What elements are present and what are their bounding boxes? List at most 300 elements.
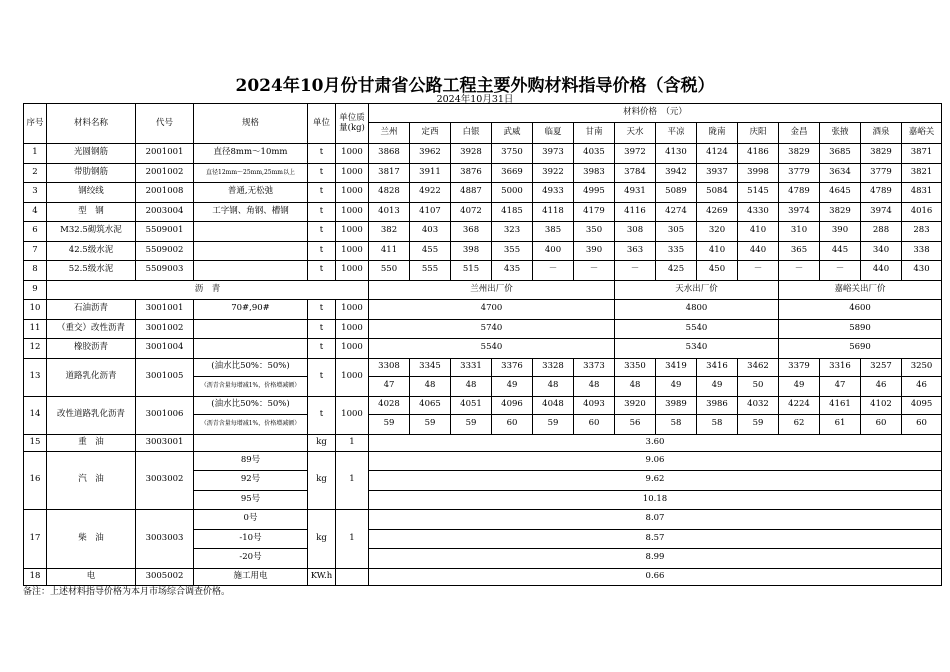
cell-price: 355 [492, 241, 533, 261]
table-row [24, 163, 942, 183]
cell-delta: 59 [369, 414, 410, 434]
header-city: 酒泉 [861, 123, 902, 144]
cell-spec: -10号 [194, 529, 308, 549]
table-row [24, 434, 942, 451]
cell-delta: 60 [861, 414, 902, 434]
table-row [24, 222, 942, 242]
cell-price: 455 [410, 241, 451, 261]
report-date: 2024年10月31日 [436, 94, 514, 105]
cell-mass: 1000 [336, 144, 369, 164]
cell-price: 305 [656, 222, 697, 242]
cell-name: 42.5级水泥 [47, 241, 136, 261]
cell-unit: t [308, 144, 336, 164]
cell-mass: 1000 [336, 300, 369, 320]
cell-price: 3986 [697, 396, 738, 414]
cell-name: 52.5级水泥 [47, 261, 136, 281]
header-price: 材料价格 （元） [369, 104, 942, 123]
cell-delta: 48 [410, 376, 451, 396]
cell-price: 0.66 [369, 568, 942, 585]
cell-price: 4179 [574, 202, 615, 222]
cell-price: － [738, 261, 779, 281]
cell-seq: 7 [24, 241, 47, 261]
cell-price: 5890 [779, 319, 942, 339]
table-row [24, 241, 942, 261]
cell-mass: 1000 [336, 202, 369, 222]
table-row [24, 280, 942, 300]
cell-spec: 70#,90# [194, 300, 308, 320]
cell-unit: kg [308, 451, 336, 510]
cell-price: 3379 [779, 358, 820, 376]
header-seq: 序号 [24, 104, 47, 144]
cell-price: 4102 [861, 396, 902, 414]
cell-code: 3003001 [136, 434, 194, 451]
cell-spec: 92号 [194, 471, 308, 491]
cell-code: 3001006 [136, 396, 194, 434]
cell-spec [194, 222, 308, 242]
header-city: 庆阳 [738, 123, 779, 144]
cell-price: 4789 [779, 183, 820, 203]
cell-price: 368 [451, 222, 492, 242]
cell-unit: t [308, 358, 336, 396]
cell-price: 3669 [492, 163, 533, 183]
cell-price: 3350 [615, 358, 656, 376]
cell-delta: 48 [615, 376, 656, 396]
cell-code: 3005002 [136, 568, 194, 585]
cell-price: 3328 [533, 358, 574, 376]
cell-price: 3634 [820, 163, 861, 183]
cell-delta: 49 [779, 376, 820, 396]
cell-spec [194, 434, 308, 451]
cell-spec: 95号 [194, 490, 308, 510]
cell-delta: 48 [533, 376, 574, 396]
cell-unit: t [308, 319, 336, 339]
cell-mass: 1000 [336, 319, 369, 339]
cell-mass: 1000 [336, 163, 369, 183]
cell-price: 338 [902, 241, 942, 261]
footnote: 备注：上述材料指导价格为本月市场综合调查价格。 [23, 587, 231, 597]
cell-price: 4269 [697, 202, 738, 222]
cell-mass: 1000 [336, 241, 369, 261]
cell-price: 8.99 [369, 549, 942, 569]
cell-seq: 18 [24, 568, 47, 585]
cell-unit: t [308, 396, 336, 434]
cell-price: 3983 [574, 163, 615, 183]
cell-price: 4032 [738, 396, 779, 414]
table-row [24, 319, 942, 339]
cell-price: 5540 [369, 339, 615, 359]
header-city: 武威 [492, 123, 533, 144]
cell-price: 3250 [902, 358, 942, 376]
cell-price: 4800 [615, 300, 779, 320]
header-city: 白银 [451, 123, 492, 144]
cell-delta: 60 [492, 414, 533, 434]
cell-price: 382 [369, 222, 410, 242]
cell-price: 4995 [574, 183, 615, 203]
cell-price: 3784 [615, 163, 656, 183]
cell-delta: 61 [820, 414, 861, 434]
cell-price: 3331 [451, 358, 492, 376]
cell-price: 288 [861, 222, 902, 242]
cell-price: 8.57 [369, 529, 942, 549]
cell-name: M32.5砌筑水泥 [47, 222, 136, 242]
cell-price: 323 [492, 222, 533, 242]
cell-price: 4013 [369, 202, 410, 222]
cell-name: （重交）改性沥青 [47, 319, 136, 339]
cell-spec-note: （沥青含量每增减1%，价格增减额） [194, 376, 308, 396]
cell-price: 3779 [779, 163, 820, 183]
table-row [24, 261, 942, 281]
cell-price: 4130 [656, 144, 697, 164]
page-title: 2024年10月份甘肃省公路工程主要外购材料指导价格（含税） [235, 76, 715, 96]
header-city: 临夏 [533, 123, 574, 144]
cell-price: 4072 [451, 202, 492, 222]
cell-seq: 4 [24, 202, 47, 222]
cell-price: 5540 [615, 319, 779, 339]
table-row [24, 339, 942, 359]
cell-mass: 1000 [336, 261, 369, 281]
cell-seq: 3 [24, 183, 47, 203]
cell-unit: t [308, 183, 336, 203]
cell-price: 4095 [902, 396, 942, 414]
table-row [24, 451, 942, 471]
header-mass: 单位质量(kg) [336, 104, 369, 144]
cell-price: 4116 [615, 202, 656, 222]
cell-price: 5089 [656, 183, 697, 203]
header-city: 甘南 [574, 123, 615, 144]
cell-delta: 46 [861, 376, 902, 396]
cell-price: 365 [779, 241, 820, 261]
cell-price: 3416 [697, 358, 738, 376]
cell-price: 4185 [492, 202, 533, 222]
cell-price: 3462 [738, 358, 779, 376]
cell-unit: t [308, 222, 336, 242]
cell-delta: 60 [902, 414, 942, 434]
cell-price: 4065 [410, 396, 451, 414]
cell-price: 3829 [861, 144, 902, 164]
table-row [24, 300, 942, 320]
cell-price: 4124 [697, 144, 738, 164]
cell-price: 3685 [820, 144, 861, 164]
cell-delta: 58 [697, 414, 738, 434]
cell-price: 3817 [369, 163, 410, 183]
cell-price: 3316 [820, 358, 861, 376]
cell-price: 3973 [533, 144, 574, 164]
cell-price: 390 [820, 222, 861, 242]
asphalt-label: 沥 青 [47, 280, 369, 300]
cell-spec [194, 261, 308, 281]
cell-code: 2001001 [136, 144, 194, 164]
cell-price: 515 [451, 261, 492, 281]
cell-price: 3920 [615, 396, 656, 414]
cell-price: 410 [697, 241, 738, 261]
cell-spec: (油水比50%：50%) [194, 358, 308, 376]
cell-price: 403 [410, 222, 451, 242]
cell-price: 10.18 [369, 490, 942, 510]
cell-code: 2001008 [136, 183, 194, 203]
cell-unit: kg [308, 434, 336, 451]
cell-mass: 1 [336, 451, 369, 510]
cell-delta: 48 [451, 376, 492, 396]
cell-mass: 1000 [336, 396, 369, 434]
table-row [24, 358, 942, 376]
cell-seq: 17 [24, 510, 47, 569]
table-row [24, 568, 942, 585]
cell-price: 385 [533, 222, 574, 242]
cell-price: 4051 [451, 396, 492, 414]
cell-price: 3821 [902, 163, 942, 183]
cell-unit: t [308, 241, 336, 261]
cell-spec-note: （沥青含量每增减1%，价格增减额） [194, 414, 308, 434]
cell-delta: 60 [574, 414, 615, 434]
cell-price: 440 [738, 241, 779, 261]
header-city: 兰州 [369, 123, 410, 144]
cell-price: 5690 [779, 339, 942, 359]
asphalt-group: 嘉峪关出厂价 [779, 280, 942, 300]
cell-price: 440 [861, 261, 902, 281]
cell-spec: 直径8mm～10mm [194, 144, 308, 164]
cell-delta: 50 [738, 376, 779, 396]
cell-price: 3911 [410, 163, 451, 183]
cell-seq: 16 [24, 451, 47, 510]
header-code: 代号 [136, 104, 194, 144]
cell-price: 398 [451, 241, 492, 261]
cell-delta: 49 [697, 376, 738, 396]
cell-price: 4186 [738, 144, 779, 164]
cell-mass [336, 568, 369, 585]
cell-price: 4096 [492, 396, 533, 414]
cell-seq: 6 [24, 222, 47, 242]
cell-name: 型 钢 [47, 202, 136, 222]
cell-seq: 12 [24, 339, 47, 359]
cell-delta: 47 [369, 376, 410, 396]
header-city: 定西 [410, 123, 451, 144]
cell-price: － [779, 261, 820, 281]
header-city: 嘉峪关 [902, 123, 942, 144]
cell-spec: 89号 [194, 451, 308, 471]
cell-price: 3750 [492, 144, 533, 164]
cell-price: － [574, 261, 615, 281]
cell-name: 重 油 [47, 434, 136, 451]
cell-name: 汽 油 [47, 451, 136, 510]
cell-price: 3974 [779, 202, 820, 222]
cell-name: 道路乳化沥青 [47, 358, 136, 396]
cell-price: 435 [492, 261, 533, 281]
header-city: 张掖 [820, 123, 861, 144]
cell-delta: 59 [410, 414, 451, 434]
cell-price: 5145 [738, 183, 779, 203]
cell-price: 445 [820, 241, 861, 261]
cell-name: 橡胶沥青 [47, 339, 136, 359]
cell-name: 电 [47, 568, 136, 585]
cell-code: 3001004 [136, 339, 194, 359]
asphalt-group: 天水出厂价 [615, 280, 779, 300]
cell-seq: 15 [24, 434, 47, 451]
cell-price: 400 [533, 241, 574, 261]
cell-name: 改性道路乳化沥青 [47, 396, 136, 434]
cell-spec: 直径12mm～25mm,25mm以上 [194, 163, 308, 183]
cell-seq: 2 [24, 163, 47, 183]
cell-spec: (油水比50%：50%) [194, 396, 308, 414]
cell-price: 363 [615, 241, 656, 261]
header-unit: 单位 [308, 104, 336, 144]
header-name: 材料名称 [47, 104, 136, 144]
cell-delta: 59 [451, 414, 492, 434]
cell-code: 5509001 [136, 222, 194, 242]
cell-price: 350 [574, 222, 615, 242]
cell-price: 390 [574, 241, 615, 261]
cell-price: 3376 [492, 358, 533, 376]
cell-price: 3922 [533, 163, 574, 183]
cell-code: 3001002 [136, 319, 194, 339]
price-table [23, 103, 942, 586]
cell-spec [194, 319, 308, 339]
asphalt-group: 兰州出厂价 [369, 280, 615, 300]
cell-price: 5084 [697, 183, 738, 203]
cell-name: 石油沥青 [47, 300, 136, 320]
cell-price: 3972 [615, 144, 656, 164]
cell-seq: 11 [24, 319, 47, 339]
cell-spec: 施工用电 [194, 568, 308, 585]
cell-seq: 8 [24, 261, 47, 281]
cell-code: 5509003 [136, 261, 194, 281]
cell-delta: 56 [615, 414, 656, 434]
cell-price: 411 [369, 241, 410, 261]
cell-price: 3419 [656, 358, 697, 376]
cell-price: 3345 [410, 358, 451, 376]
cell-price: 3871 [902, 144, 942, 164]
cell-price: 4028 [369, 396, 410, 414]
table-row [24, 144, 942, 164]
cell-price: 410 [738, 222, 779, 242]
cell-mass: 1000 [336, 183, 369, 203]
header-spec: 规格 [194, 104, 308, 144]
cell-spec [194, 241, 308, 261]
cell-price: 450 [697, 261, 738, 281]
cell-price: 3829 [820, 202, 861, 222]
cell-price: 3829 [779, 144, 820, 164]
cell-price: 430 [902, 261, 942, 281]
cell-price: － [615, 261, 656, 281]
cell-price: 4645 [820, 183, 861, 203]
cell-price: 555 [410, 261, 451, 281]
cell-mass: 1 [336, 434, 369, 451]
cell-price: 550 [369, 261, 410, 281]
cell-spec: 0号 [194, 510, 308, 530]
cell-price: 3373 [574, 358, 615, 376]
header-city: 天水 [615, 123, 656, 144]
cell-code: 5509002 [136, 241, 194, 261]
cell-spec [194, 339, 308, 359]
cell-price: 4016 [902, 202, 942, 222]
cell-spec: 工字钢、角钢、槽钢 [194, 202, 308, 222]
cell-price: 3928 [451, 144, 492, 164]
cell-price: 5000 [492, 183, 533, 203]
cell-price: 8.07 [369, 510, 942, 530]
cell-unit: KW.h [308, 568, 336, 585]
cell-price: 340 [861, 241, 902, 261]
cell-price: 3974 [861, 202, 902, 222]
cell-price: 9.06 [369, 451, 942, 471]
cell-price: 4093 [574, 396, 615, 414]
cell-mass: 1000 [336, 222, 369, 242]
cell-seq: 9 [24, 280, 47, 300]
cell-delta: 49 [656, 376, 697, 396]
cell-price: 5740 [369, 319, 615, 339]
cell-price: 4831 [902, 183, 942, 203]
cell-delta: 58 [656, 414, 697, 434]
cell-price: 283 [902, 222, 942, 242]
cell-price: 3962 [410, 144, 451, 164]
cell-seq: 1 [24, 144, 47, 164]
cell-delta: 48 [574, 376, 615, 396]
table-row [24, 510, 942, 530]
cell-delta: 62 [779, 414, 820, 434]
cell-price: 3942 [656, 163, 697, 183]
cell-price: 4224 [779, 396, 820, 414]
cell-price: 4931 [615, 183, 656, 203]
cell-price: 320 [697, 222, 738, 242]
cell-seq: 13 [24, 358, 47, 396]
table-row [24, 396, 942, 414]
cell-price: 4922 [410, 183, 451, 203]
cell-price: 335 [656, 241, 697, 261]
cell-name: 钢绞线 [47, 183, 136, 203]
cell-price: 9.62 [369, 471, 942, 491]
header-city: 金昌 [779, 123, 820, 144]
cell-unit: t [308, 261, 336, 281]
cell-delta: 46 [902, 376, 942, 396]
cell-price: 5340 [615, 339, 779, 359]
cell-price: 3998 [738, 163, 779, 183]
cell-price: 4330 [738, 202, 779, 222]
cell-price: 425 [656, 261, 697, 281]
cell-price: 4887 [451, 183, 492, 203]
cell-delta: 47 [820, 376, 861, 396]
cell-delta: 49 [492, 376, 533, 396]
cell-price: 4035 [574, 144, 615, 164]
cell-name: 柴 油 [47, 510, 136, 569]
header-city: 陇南 [697, 123, 738, 144]
cell-code: 3003002 [136, 451, 194, 510]
cell-mass: 1 [336, 510, 369, 569]
cell-code: 2003004 [136, 202, 194, 222]
cell-code: 3003003 [136, 510, 194, 569]
cell-price: 4600 [779, 300, 942, 320]
table-row [24, 202, 942, 222]
cell-seq: 10 [24, 300, 47, 320]
cell-seq: 14 [24, 396, 47, 434]
cell-price: 3.60 [369, 434, 942, 451]
cell-mass: 1000 [336, 339, 369, 359]
cell-price: 3308 [369, 358, 410, 376]
cell-spec: -20号 [194, 549, 308, 569]
cell-price: 4274 [656, 202, 697, 222]
cell-price: 4828 [369, 183, 410, 203]
cell-price: 4161 [820, 396, 861, 414]
cell-code: 3001005 [136, 358, 194, 396]
cell-unit: t [308, 163, 336, 183]
cell-name: 光圆钢筋 [47, 144, 136, 164]
cell-price: 3257 [861, 358, 902, 376]
cell-price: － [533, 261, 574, 281]
cell-unit: t [308, 339, 336, 359]
cell-price: － [820, 261, 861, 281]
cell-price: 3779 [861, 163, 902, 183]
cell-code: 2001002 [136, 163, 194, 183]
table-row [24, 183, 942, 203]
cell-price: 4048 [533, 396, 574, 414]
cell-price: 3868 [369, 144, 410, 164]
